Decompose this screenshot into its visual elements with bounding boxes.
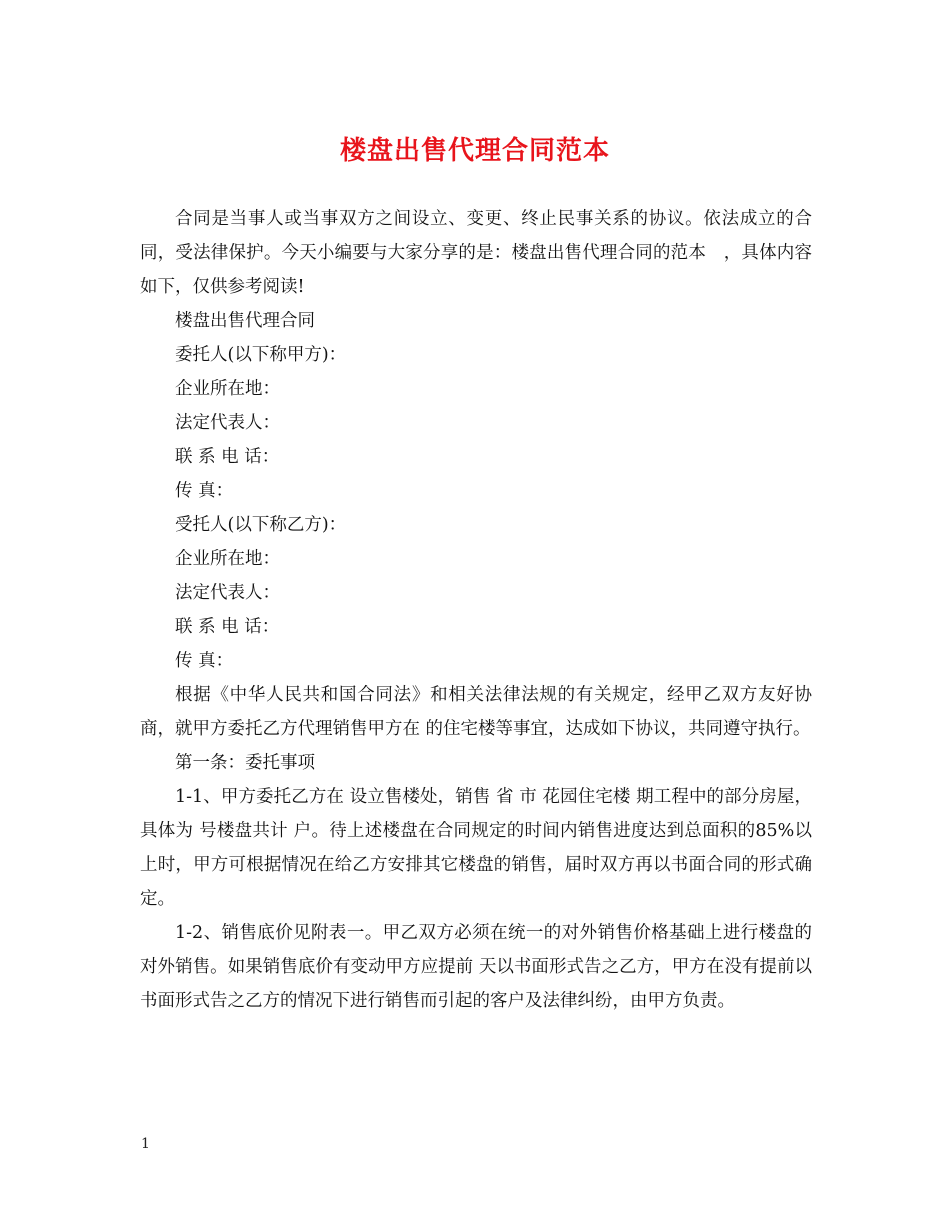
party-b-fax: 传 真：: [175, 651, 234, 671]
page-number: 1: [141, 1136, 150, 1152]
preamble-paragraph: 根据《中华人民共和国合同法》和相关法律法规的有关规定，经甲乙双方友好协商，就甲方委托乙方代理销售甲方在 的住宅楼等事宜，达成如下协议，共同遵守执行。: [140, 685, 812, 739]
contract-heading: 楼盘出售代理合同: [175, 311, 315, 331]
party-a-phone: 联 系 电 话：: [175, 447, 280, 467]
party-a-fax: 传 真：: [175, 481, 234, 501]
document-title: 楼盘出售代理合同范本: [339, 136, 610, 166]
party-b-address: 企业所在地：: [175, 549, 280, 569]
party-b-representative: 法定代表人：: [175, 583, 280, 603]
document-body: [140, 202, 812, 1018]
party-b-label: 受托人(以下称乙方)：: [175, 515, 347, 535]
party-a-label: 委托人(以下称甲方)：: [175, 345, 347, 365]
clause-1-2: 1-2、销售底价见附表一。甲乙双方必须在统一的对外销售价格基础上进行楼盘的对外销售。如果销售底价有变动甲方应提前 天以书面形式告之乙方，甲方在没有提前以书面形式告之乙方的情况下进行销售而引起的客户及法律纠纷，由甲方负责。: [140, 923, 812, 1011]
party-a-representative: 法定代表人：: [175, 413, 280, 433]
party-b-phone: 联 系 电 话：: [175, 617, 280, 637]
clause-1-1: 1-1、甲方委托乙方在 设立售楼处，销售 省 市 花园住宅楼 期工程中的部分房屋，具体为 号楼盘共计 户。待上述楼盘在合同规定的时间内销售进度达到总面积的85%以上时，甲方可根据情况在给乙方安排其它楼盘的销售，届时双方再以书面合同的形式确定。: [140, 787, 812, 909]
article-1-heading: 第一条：委托事项: [175, 753, 315, 773]
intro-paragraph: 合同是当事人或当事双方之间设立、变更、终止民事关系的协议。依法成立的合同，受法律保护。今天小编要与大家分享的是：楼盘出售代理合同的范本 ，具体内容如下，仅供参考阅读!: [140, 209, 812, 297]
party-a-address: 企业所在地：: [175, 379, 280, 399]
